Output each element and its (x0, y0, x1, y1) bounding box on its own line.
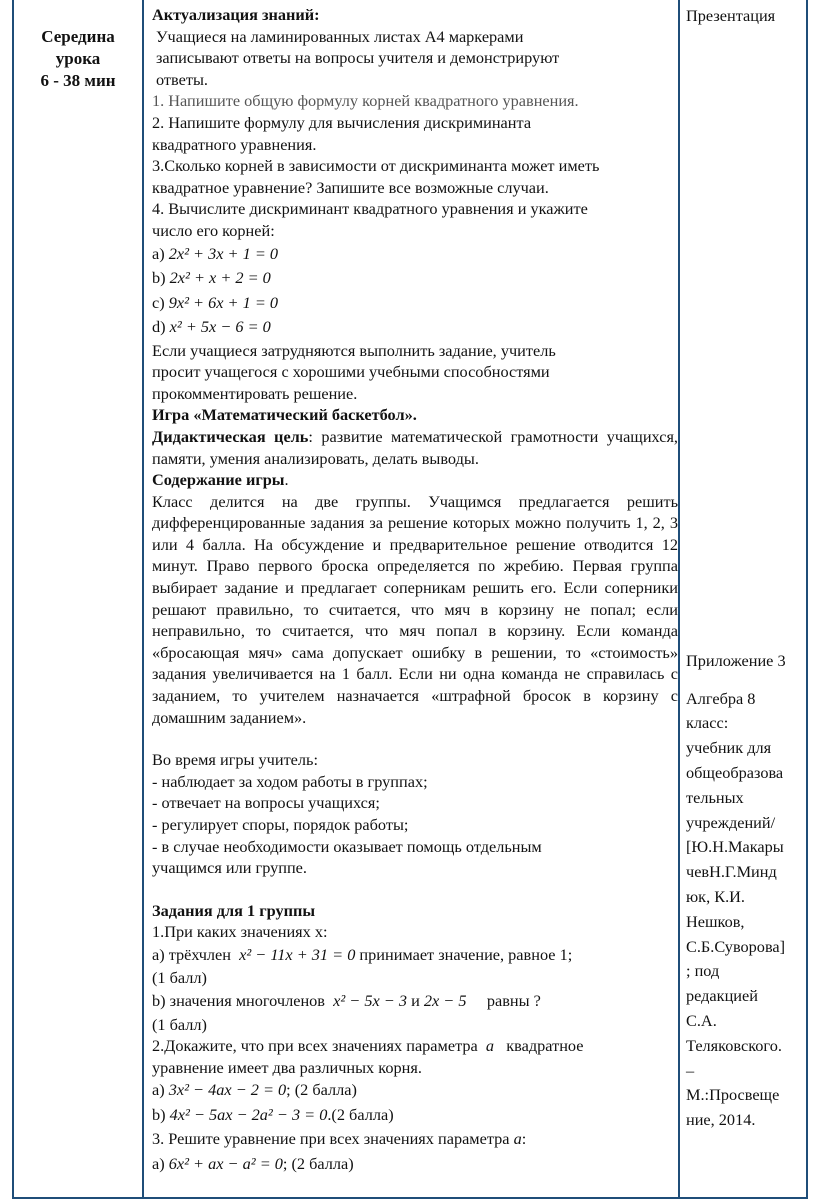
stage-time: 6 - 38 мин (40, 71, 116, 90)
textbook-line: Теляковского. (686, 1035, 782, 1055)
task-1b-expr1: x² − 5x − 3 (333, 991, 407, 1011)
teacher-action: - отвечает на вопросы учащихся; (152, 793, 380, 813)
task-1-intro: 1.При каких значениях х: (152, 922, 328, 942)
equation: 9x² + 6x + 1 = 0 (168, 292, 279, 312)
column-divider (678, 0, 680, 1197)
question-2-line: квадратного уравнения. (152, 134, 317, 154)
task-1b-prefix: b) значения многочленов (152, 991, 325, 1011)
task-1a-expr: x² − 11x + 31 = 0 (239, 944, 356, 964)
task-2-line: уравнение имеет два различных корня. (152, 1057, 422, 1077)
task-2b-expr: 4x² − 5ax − 2a² − 3 = 0 (169, 1104, 328, 1124)
task-2-text: 2.Докажите, что при всех значениях параметра (152, 1036, 478, 1056)
equation-label: а) (152, 243, 165, 263)
content-label: Содержание игры (152, 470, 285, 490)
question-1: 1. Напишите общую формулу корней квадратного уравнения. (152, 91, 579, 111)
textbook-line: Алгебра 8 (686, 688, 756, 708)
teacher-action: - наблюдает за ходом работы в группах; (152, 771, 428, 791)
content-heading (152, 469, 678, 491)
didactic-goal (152, 426, 678, 469)
game-title: Игра «Математический баскетбол». (152, 405, 417, 425)
task-2a-expr: 3x² − 4ax − 2 = 0 (168, 1080, 287, 1100)
section-heading: Актуализация знаний: (152, 5, 320, 24)
task-2a-label: а) (152, 1080, 165, 1100)
task-2-tail: квадратное (506, 1036, 584, 1056)
task-1a-points: (1 балл) (152, 968, 207, 988)
textbook-line: ; под (686, 961, 720, 981)
teacher-action: - регулирует споры, порядок работы; (152, 815, 409, 834)
textbook-line: С.Б.Суворова] (686, 936, 786, 956)
help-line: прокомментировать решение. (152, 383, 358, 403)
equation: 2x² + x + 2 = 0 (169, 268, 271, 288)
question-3-line: 3.Сколько корней в зависимости от дискриминанта может иметь (152, 156, 600, 176)
stage-line: Середина (41, 27, 115, 46)
task-2b-points: .(2 балла) (327, 1104, 394, 1124)
intro-line: ответы. (156, 69, 208, 89)
task-2-param: a (485, 1036, 495, 1056)
textbook-line: общеобразова (686, 762, 784, 782)
intro-line: записывают ответы на вопросы учителя и демонстрируют (156, 48, 560, 68)
equation-label: b) (152, 268, 166, 288)
textbook-line: редакцией (686, 986, 758, 1006)
task-1b-and: и (411, 991, 420, 1011)
equation-row (152, 315, 678, 340)
resource-appendix: Приложение 3 (686, 650, 786, 670)
textbook-line: тельных (686, 787, 744, 807)
task-1b-suffix: равны ? (486, 991, 541, 1011)
textbook-line: – (686, 1060, 695, 1080)
textbook-line: юк, К.И. (686, 886, 745, 906)
equation-row (152, 242, 678, 267)
question-2-line: 2. Напишите формулу для вычисления дискриминанта (152, 112, 532, 132)
question-4-line: число его корней: (152, 220, 275, 240)
resources-cell (686, 4, 804, 1133)
question-4-line: 4. Вычислите дискриминант квадратного уравнения и укажите (152, 199, 588, 219)
equation: 2x² + 3x + 1 = 0 (168, 243, 279, 263)
teacher-action: - в случае необходимости оказывает помощь отдельным (152, 836, 542, 856)
lesson-table (12, 0, 808, 1199)
task-3a-expr: 6x² + ax − a² = 0 (168, 1153, 283, 1173)
game-description: Класс делится на две группы. Учащимся предлагается решить дифференцированные задания за решение которых можно получить 1, 2, 3 или 4 балла. На обсуждение и предварительное решение отводится 12 минут. Право первого броска определяется по жребию. Первая группа выбирает задание и предлагает соперникам решить его. Если соперники решают правильно, то считается, что мяч в корзину не попал; если неправильно, то считается, что мяч попал в корзину. Если команда «бросающая мяч» сама допускает ошибку в решении, то «стоимость» задания увеличивается на 1 балл. Если ни одна команда не справилась с заданием, то учителем назначается «штрафной бросок в корзину с домашним заданием». (152, 491, 678, 727)
textbook-line: класс: (686, 713, 729, 733)
task-3a-points: ; (2 балла) (282, 1153, 354, 1173)
help-line: Если учащиеся затрудняются выполнить задание, учитель (152, 340, 556, 360)
textbook-line: Нешков, (686, 911, 745, 931)
goal-text: : развитие математической грамотности учащихся, памяти, умения анализировать, делать выводы. (152, 426, 679, 468)
resource-textbook (686, 687, 804, 1133)
lesson-stage-cell (14, 0, 142, 92)
teacher-action: учащимся или группе. (152, 858, 307, 878)
question-3-line: квадратное уравнение? Запишите все возможные случаи. (152, 177, 549, 197)
equation-label: c) (152, 292, 165, 312)
task-3-text: 3. Решите уравнение при всех значениях параметра (152, 1129, 510, 1149)
task-1b (152, 989, 678, 1014)
task-1b-points: (1 балл) (152, 1014, 207, 1034)
stage-line: урока (55, 49, 101, 68)
help-line: просит учащегося с хорошими учебными способностями (152, 362, 550, 382)
task-1a-prefix: а) трёхчлен (152, 944, 231, 964)
task-2b-label: b) (152, 1104, 166, 1124)
task-2a (152, 1078, 678, 1103)
task-3-param: a (513, 1129, 522, 1149)
textbook-line: чевН.Г.Минд (686, 862, 777, 882)
equation-label: d) (152, 317, 166, 337)
equation-row (152, 266, 678, 291)
column-divider (142, 0, 144, 1197)
textbook-line: учебник для (686, 738, 772, 758)
equation: x² + 5x − 6 = 0 (169, 317, 271, 337)
task-1a (152, 943, 678, 968)
task-2-line (152, 1035, 678, 1057)
textbook-line: [Ю.Н.Макары (686, 837, 784, 857)
lesson-content-cell (152, 4, 678, 1176)
textbook-line: М.:Просвеще (686, 1085, 780, 1105)
textbook-line: ние, 2014. (686, 1110, 756, 1130)
task-3-colon: : (521, 1129, 527, 1149)
task-3 (152, 1127, 678, 1152)
teacher-intro: Во время игры учитель: (152, 750, 318, 770)
goal-label: Дидактическая цель (152, 426, 309, 446)
task-2b (152, 1103, 678, 1128)
task-3a (152, 1152, 678, 1177)
intro-line: Учащиеся на ламинированных листах А4 маркерами (156, 26, 524, 46)
task-1a-suffix: принимает значение, равное 1; (359, 944, 573, 964)
textbook-line: учреждений/ (686, 812, 776, 832)
equation-row (152, 291, 678, 316)
content-label-dot: . (284, 470, 289, 490)
group1-title: Задания для 1 группы (152, 900, 316, 920)
task-2a-points: ; (2 балла) (286, 1080, 357, 1100)
resource-presentation: Презентация (686, 6, 776, 25)
task-1b-expr2: 2x − 5 (423, 991, 467, 1011)
task-3a-label: а) (152, 1153, 165, 1173)
textbook-line: С.А. (686, 1010, 717, 1030)
